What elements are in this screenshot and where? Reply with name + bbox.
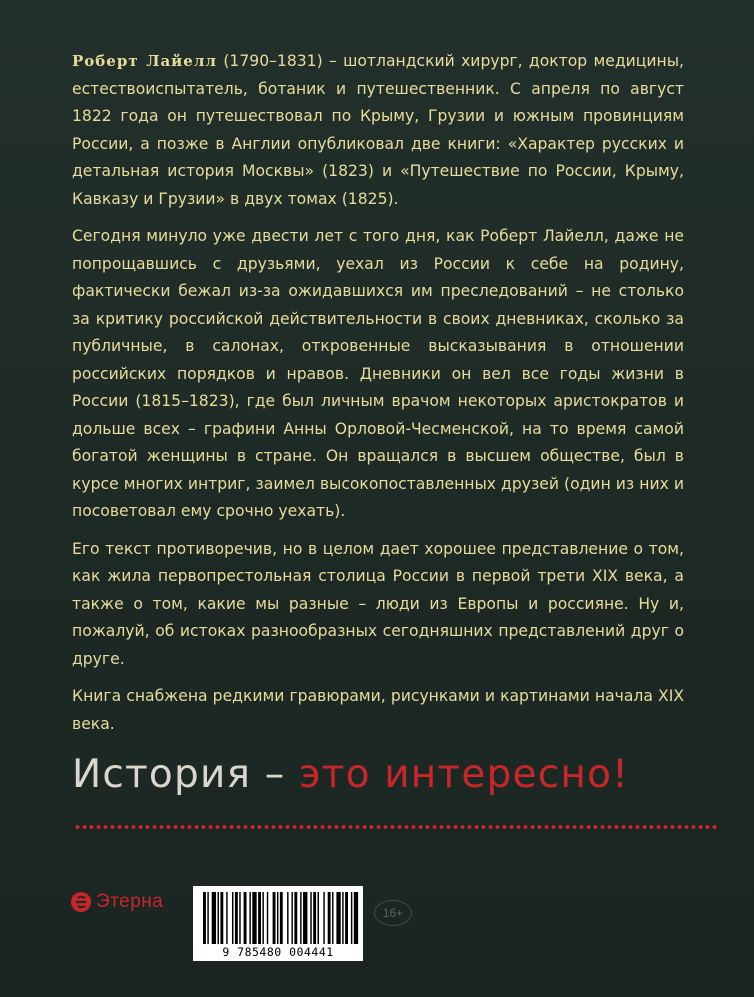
publisher-name: Этерна: [96, 891, 164, 912]
barcode-bar: [323, 892, 324, 944]
description-paragraph-3: Его текст противоречив, но в целом дает хорошее представление о том, как жила первопрестольная столица России в первой трети XIX века, а также о том, какие мы разные – люди из Европы и россияне. Ну и, пожалуй, об истоках разнообразных сегодняшних представлений друг о друге.: [72, 539, 684, 668]
description-paragraph-2: Сегодня минуло уже двести лет с того дня, как Роберт Лайелл, даже не попрощавшись с друзьями, уехал из России к себе на родину, фактически бежал из-за ожидавшихся им преследований – не столько за критику российской действительности в своих дневниках, сколько за публичные, в салонах, откровенные высказывания в отношении российских порядков и нравов. Дневники он вел все годы жизни в России (1815–1823), где был личным врачом некоторых аристократов и дольше всех – графини Анны Орловой-Чесменской, на то время самой богатой женщины в стране. Он вращался в высшем обществе, был в курсе многих интриг, заимел высокопоставленных друзей (один из них и посоветовал ему срочно уехать).: [72, 227, 684, 520]
barcode-bar: [267, 892, 268, 944]
barcode-bar: [207, 892, 208, 944]
barcode-bar: [336, 892, 340, 944]
barcode-bar: [232, 892, 233, 944]
barcode-bar: [273, 892, 276, 944]
barcode-bar: [220, 892, 223, 944]
barcode-graphic: [193, 886, 363, 961]
barcode-bar: [262, 892, 263, 944]
barcode-bar: [203, 892, 206, 944]
slogan-part-2: это интересно!: [299, 752, 629, 797]
paragraph-1-text: (1790–1831) – шотландский хирург, доктор медицины, естествоиспытатель, ботаник и путешественник. С апреля по август 1822 года он путешествовал по Крыму, Грузии и южным провинциям России, а позже в Англии опубликовал две книги: «Характер русских и детальная история Москвы» (1823) и «Путешествие по России, Крыму, Кавказу и Грузии» в двух томах (1825).: [72, 52, 684, 208]
barcode-bar: [291, 892, 292, 944]
barcode-bar: [280, 892, 283, 944]
barcode-bar: [310, 892, 311, 944]
isbn-barcode: [193, 886, 363, 961]
barcode-bar: [332, 892, 333, 944]
barcode-bar: [235, 892, 238, 944]
age-rating-badge: 16+: [374, 900, 412, 926]
barcode-bar: [351, 892, 352, 944]
isbn-digits: 9 785480 004441: [222, 945, 334, 959]
barcode-bar: [226, 892, 227, 944]
red-dotted-divider: [74, 824, 719, 830]
barcode-bar: [249, 892, 250, 944]
publisher-logo: [70, 890, 163, 914]
slogan-part-1: История –: [72, 752, 300, 797]
barcode-bar: [342, 892, 343, 944]
eterna-logo-icon: [70, 891, 92, 913]
barcode-bar: [294, 892, 297, 944]
barcode-bar: [303, 892, 307, 944]
barcode-bar: [212, 892, 216, 944]
barcode-bar: [313, 892, 316, 944]
barcode-bar: [354, 892, 358, 944]
author-name: Роберт Лайелл: [72, 52, 218, 70]
book-description: [72, 48, 684, 748]
barcode-bar: [258, 892, 261, 944]
barcode-bar: [300, 892, 301, 944]
barcode-bar: [244, 892, 247, 944]
barcode-bar: [318, 892, 319, 944]
barcode-bar: [218, 892, 219, 944]
barcode-bar: [287, 892, 288, 944]
barcode-bar: [328, 892, 331, 944]
barcode-bar: [345, 892, 348, 944]
description-paragraph-1: [72, 48, 684, 213]
description-paragraph-4: Книга снабжена редкими гравюрами, рисунками и картинами начала XIX века.: [72, 687, 684, 733]
barcode-bar: [252, 892, 256, 944]
barcode-bar: [277, 892, 278, 944]
series-slogan: [72, 752, 712, 797]
barcode-bar: [239, 892, 240, 944]
